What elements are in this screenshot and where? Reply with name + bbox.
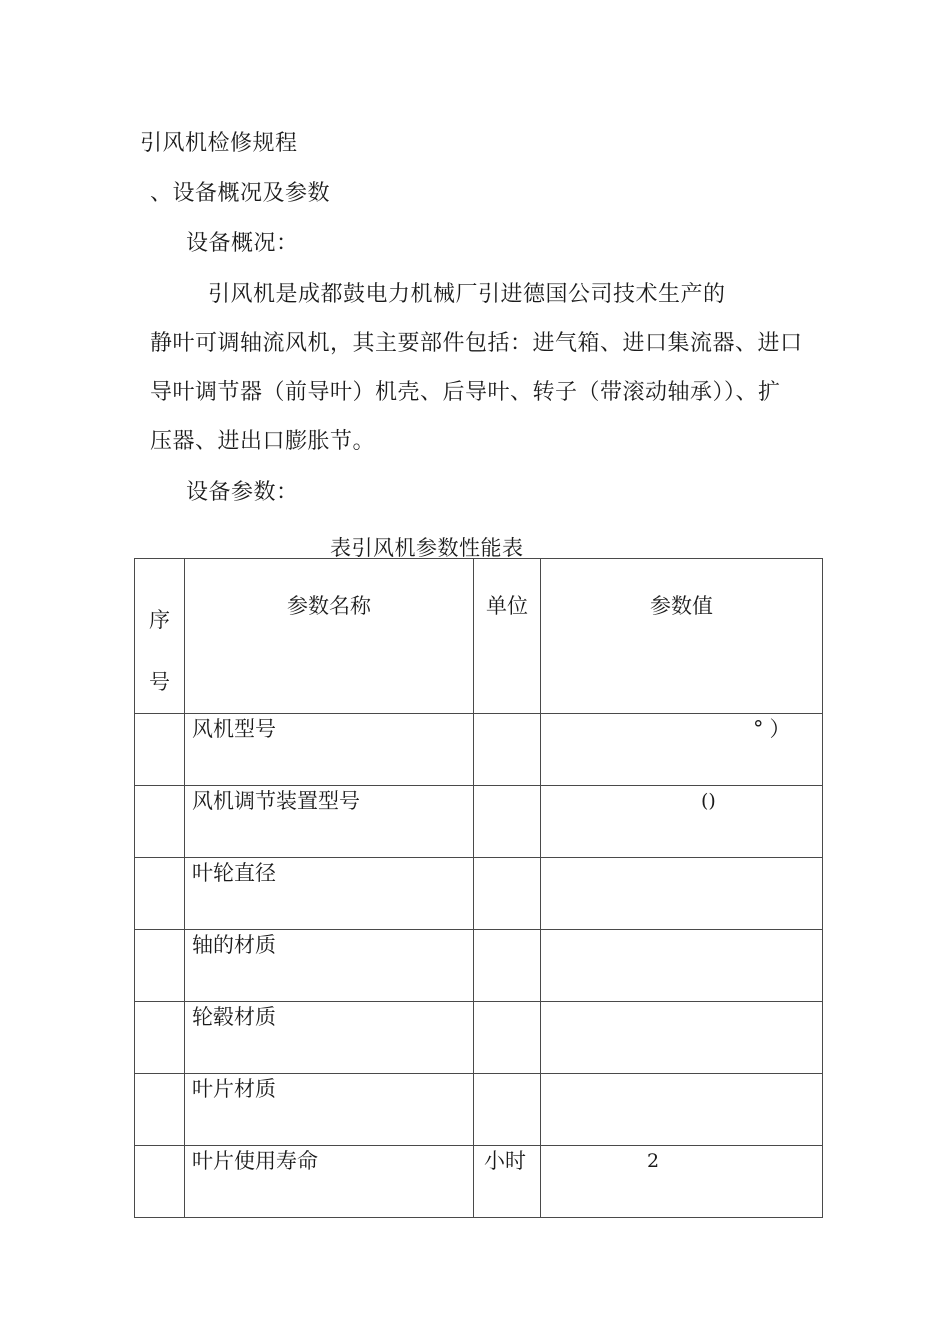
header-param-value: 参数值	[541, 559, 823, 714]
header-seq-line2: 号	[149, 670, 170, 694]
cell-unit	[474, 1002, 541, 1074]
cell-seq	[135, 714, 185, 786]
cell-unit	[474, 1074, 541, 1146]
cell-param-name: 轮毂材质	[185, 1002, 474, 1074]
header-seq	[135, 559, 185, 714]
cell-seq	[135, 1074, 185, 1146]
header-param-name: 参数名称	[185, 559, 474, 714]
cell-param-value	[541, 714, 823, 786]
cell-param-value	[541, 1074, 823, 1146]
param-value-text: 2	[647, 1150, 660, 1172]
table-row	[135, 714, 823, 786]
paragraph-line: 压器、进出口膨胀节。	[150, 429, 376, 454]
cell-param-name: 风机型号	[185, 714, 474, 786]
cell-param-value	[541, 1146, 823, 1218]
table-row	[135, 1146, 823, 1218]
cell-param-value	[541, 858, 823, 930]
cell-unit	[474, 714, 541, 786]
cell-seq	[135, 786, 185, 858]
table-row	[135, 930, 823, 1002]
cell-unit: 小时	[474, 1146, 541, 1218]
table-caption: 表引风机参数性能表	[330, 536, 524, 560]
cell-seq	[135, 1146, 185, 1218]
paragraph-line: 导叶调节器（前导叶）机壳、后导叶、转子（带滚动轴承））、扩	[150, 380, 781, 405]
cell-param-name: 轴的材质	[185, 930, 474, 1002]
overview-heading: 设备概况：	[186, 231, 299, 256]
cell-unit	[474, 858, 541, 930]
section-title: 、设备概况及参数	[150, 181, 331, 206]
cell-param-value	[541, 930, 823, 1002]
cell-param-name: 风机调节装置型号	[185, 786, 474, 858]
param-value-text: °）	[753, 717, 797, 741]
cell-unit	[474, 786, 541, 858]
table-row	[135, 858, 823, 930]
cell-param-value	[541, 1002, 823, 1074]
params-heading: 设备参数：	[186, 480, 299, 505]
cell-seq	[135, 930, 185, 1002]
paragraph-line: 静叶可调轴流风机，其主要部件包括：进气箱、进口集流器、进口	[150, 331, 803, 356]
paragraph-line: 引风机是成都鼓电力机械厂引进德国公司技术生产的	[208, 282, 726, 307]
table-row	[135, 1002, 823, 1074]
cell-param-value	[541, 786, 823, 858]
table-row	[135, 786, 823, 858]
cell-param-name: 叶轮直径	[185, 858, 474, 930]
cell-unit	[474, 930, 541, 1002]
table-header-row	[135, 559, 823, 714]
header-unit: 单位	[474, 559, 541, 714]
document-title: 引风机检修规程	[140, 131, 298, 156]
cell-seq	[135, 858, 185, 930]
table-row	[135, 1074, 823, 1146]
cell-seq	[135, 1002, 185, 1074]
header-seq-line1: 序	[149, 608, 170, 632]
param-value-text: ()	[701, 790, 716, 812]
cell-param-name: 叶片材质	[185, 1074, 474, 1146]
params-table	[134, 558, 823, 1218]
cell-param-name: 叶片使用寿命	[185, 1146, 474, 1218]
